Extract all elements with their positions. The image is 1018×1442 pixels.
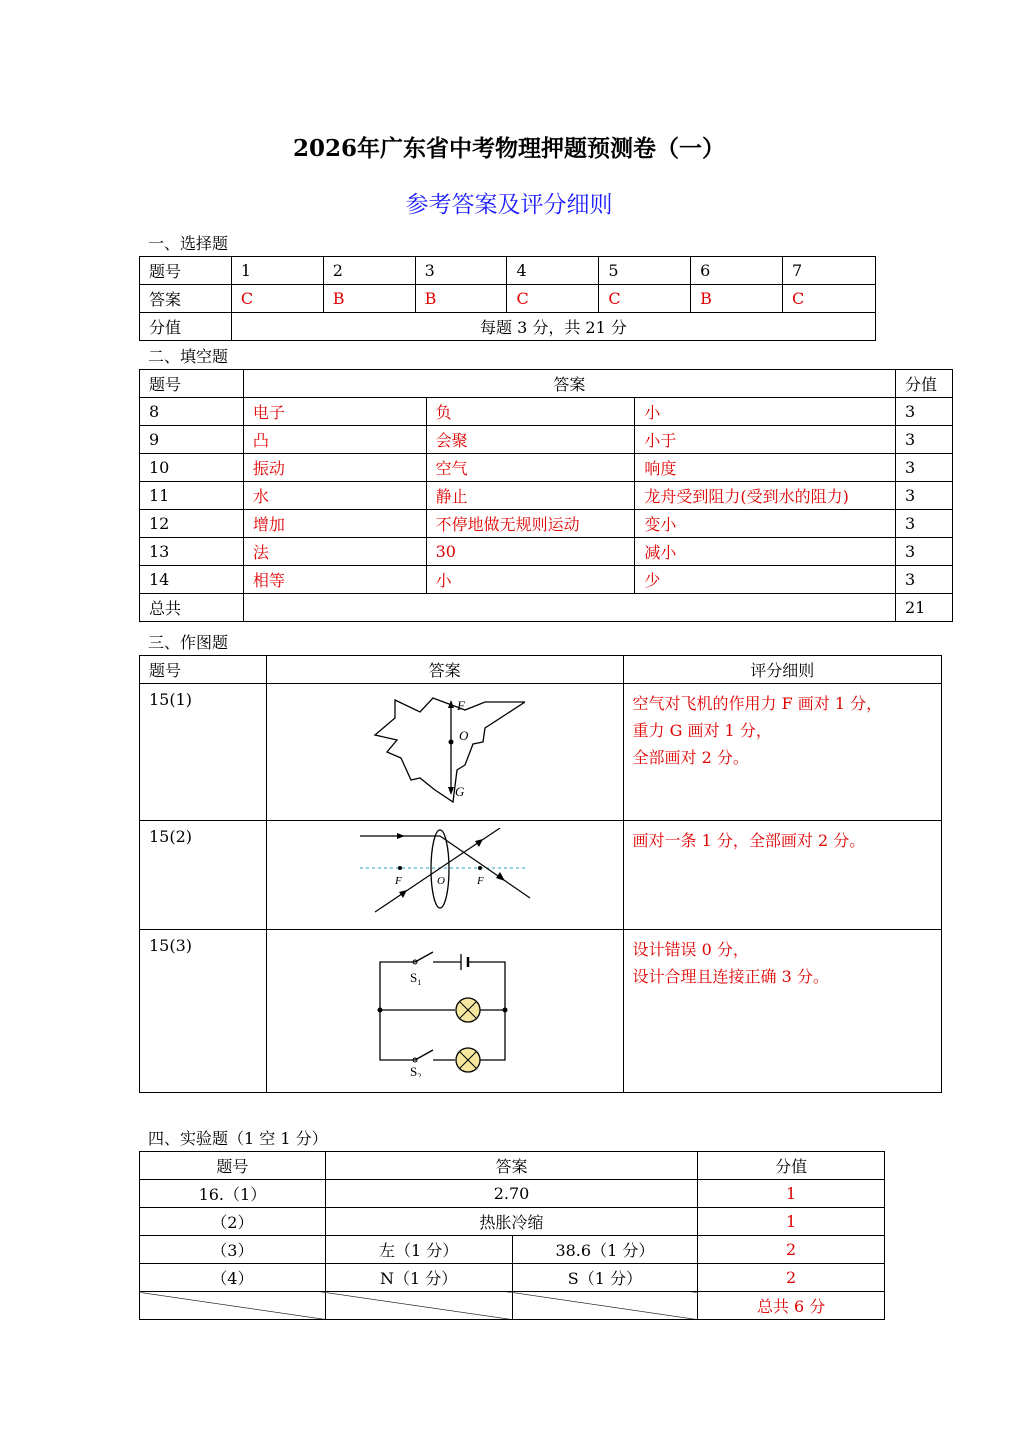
row-label: 分值 [140, 313, 232, 341]
detail-line: 全部画对 2 分。 [632, 748, 749, 767]
section-heading-fill: 二、填空题 [148, 347, 229, 366]
answer-cell: 会聚 [426, 426, 635, 454]
score-cell: 3 [895, 426, 952, 454]
switch-s2 [415, 1050, 433, 1060]
header-cell: 题号 [140, 370, 244, 398]
total-score: 总共 6 分 [698, 1292, 885, 1320]
answer-cell: 热胀冷缩 [325, 1208, 698, 1236]
question-number: 7 [783, 257, 876, 285]
row-label: 答案 [140, 285, 232, 313]
question-number: 3 [415, 257, 507, 285]
score-cell: 3 [895, 510, 952, 538]
arrow-head-icon [496, 872, 505, 881]
answer-cell: 变小 [635, 510, 896, 538]
header-cell: 分值 [698, 1152, 885, 1180]
header-cell: 评分细则 [623, 656, 941, 684]
answer-cell: 空气 [426, 454, 635, 482]
table-row [140, 370, 953, 398]
wire [480, 1010, 505, 1060]
answer-cell: 响度 [635, 454, 896, 482]
label-o: O [436, 875, 445, 887]
lens-ray-diagram [355, 828, 535, 918]
page-title: 2026年广东省中考物理押题预测卷（一） [292, 135, 725, 162]
question-number: 11 [140, 482, 244, 510]
diagonal-cell [512, 1292, 698, 1320]
arrow-head-icon [399, 890, 407, 898]
airplane-outline [375, 698, 525, 802]
answer-cell: B [415, 285, 507, 313]
label-s2: $S_2$ [409, 1063, 421, 1077]
answer-cell: 凸 [243, 426, 426, 454]
score-cell: 3 [895, 538, 952, 566]
fill-table [139, 369, 953, 622]
label-o: O [458, 728, 469, 743]
table-row [140, 510, 953, 538]
table-row [140, 684, 942, 821]
center-point [448, 740, 453, 745]
header-cell: 题号 [140, 656, 267, 684]
table-row [140, 1208, 885, 1236]
table-row [140, 821, 942, 930]
score-cell: 1 [698, 1180, 885, 1208]
answer-cell: 静止 [426, 482, 635, 510]
label-s1: $S_1$ [409, 969, 421, 987]
answer-cell: 法 [243, 538, 426, 566]
detail-line: 重力 G 画对 1 分， [632, 721, 772, 740]
table-row [140, 426, 953, 454]
answer-cell: 2.70 [325, 1180, 698, 1208]
detail-line: 空气对飞机的作用力 F 画对 1 分， [632, 694, 883, 713]
label-f-left: F [394, 875, 402, 887]
answer-cell: 电子 [243, 398, 426, 426]
arrow-head-icon [448, 787, 454, 795]
question-number: 2 [323, 257, 415, 285]
header-cell: 答案 [325, 1152, 698, 1180]
airplane-force-diagram [365, 690, 525, 810]
score-cell: 3 [895, 454, 952, 482]
question-number: （4） [140, 1264, 326, 1292]
answer-cell: 负 [426, 398, 635, 426]
header-cell: 答案 [243, 370, 895, 398]
experiment-table [139, 1151, 885, 1320]
label-g: G [454, 784, 465, 799]
question-number: 16.（1） [140, 1180, 326, 1208]
table-row [140, 594, 953, 622]
table-row [140, 566, 953, 594]
answer-cell: 38.6（1 分） [512, 1236, 698, 1264]
answer-cell: 30 [426, 538, 635, 566]
score-note: 每题 3 分，共 21 分 [231, 313, 875, 341]
table-row [140, 1180, 885, 1208]
table-row [140, 1152, 885, 1180]
diagonal-cell [325, 1292, 512, 1320]
total-value: 21 [895, 594, 952, 622]
arrow-head-icon [475, 839, 483, 847]
header-cell: 题号 [140, 1152, 326, 1180]
table-row [140, 482, 953, 510]
score-cell: 2 [698, 1236, 885, 1264]
answer-cell: C [231, 285, 323, 313]
answer-figure-cell [266, 821, 623, 930]
detail-line: 设计合理且连接正确 3 分。 [632, 967, 829, 986]
question-number: 15(1) [140, 684, 267, 821]
answer-cell: S（1 分） [512, 1264, 698, 1292]
answer-figure-cell [266, 684, 623, 821]
circuit-diagram [375, 942, 515, 1077]
question-number: 13 [140, 538, 244, 566]
answer-cell: 相等 [243, 566, 426, 594]
table-row [140, 538, 953, 566]
answer-cell: C [507, 285, 599, 313]
question-number: 14 [140, 566, 244, 594]
table-row [140, 1236, 885, 1264]
answer-cell: C [783, 285, 876, 313]
empty-cell [243, 594, 895, 622]
section-heading-experiment: 四、实验题（1 空 1 分） [148, 1129, 328, 1148]
section-heading-drawing: 三、作图题 [148, 633, 229, 652]
focus-point-right [478, 866, 482, 870]
drawing-table [139, 655, 942, 1093]
score-detail [623, 821, 941, 930]
question-number: 6 [691, 257, 783, 285]
answer-cell: 龙舟受到阻力(受到水的阻力) [635, 482, 896, 510]
answer-cell: 减小 [635, 538, 896, 566]
question-number: （3） [140, 1236, 326, 1264]
answer-cell: 小于 [635, 426, 896, 454]
question-number: 10 [140, 454, 244, 482]
answer-cell: 少 [635, 566, 896, 594]
table-row [140, 930, 942, 1093]
score-cell: 3 [895, 398, 952, 426]
table-row [140, 1292, 885, 1320]
detail-line: 设计错误 0 分， [632, 940, 749, 959]
answer-cell: B [691, 285, 783, 313]
answer-figure-cell [266, 930, 623, 1093]
total-label: 总共 [140, 594, 244, 622]
row-label: 题号 [140, 257, 232, 285]
answer-cell: 水 [243, 482, 426, 510]
score-cell: 2 [698, 1264, 885, 1292]
table-row [140, 285, 876, 313]
table-row [140, 656, 942, 684]
answer-cell: C [599, 285, 691, 313]
label-f: F [456, 698, 465, 713]
page-subtitle: 参考答案及评分细则 [405, 192, 613, 218]
answer-cell: 小 [635, 398, 896, 426]
answer-cell: 左（1 分） [325, 1236, 512, 1264]
table-row [140, 454, 953, 482]
table-row [140, 313, 876, 341]
score-detail [623, 684, 941, 821]
wire [380, 1010, 415, 1060]
question-number: 5 [599, 257, 691, 285]
answer-cell: 小 [426, 566, 635, 594]
answer-cell: N（1 分） [325, 1264, 512, 1292]
answer-cell: 增加 [243, 510, 426, 538]
score-cell: 3 [895, 482, 952, 510]
detail-line: 画对一条 1 分，全部画对 2 分。 [632, 831, 866, 850]
question-number: 8 [140, 398, 244, 426]
refracted-ray-1 [440, 836, 530, 898]
diagonal-cell [140, 1292, 326, 1320]
switch-s1 [415, 952, 433, 962]
answer-cell: 振动 [243, 454, 426, 482]
answer-cell: 不停地做无规则运动 [426, 510, 635, 538]
question-number: 4 [507, 257, 599, 285]
table-row [140, 1264, 885, 1292]
table-row [140, 257, 876, 285]
answer-cell: B [323, 285, 415, 313]
arrow-head-icon [397, 833, 405, 839]
score-cell: 3 [895, 566, 952, 594]
section-heading-choice: 一、选择题 [148, 234, 229, 253]
focus-point-left [398, 866, 402, 870]
header-cell: 分值 [895, 370, 952, 398]
score-detail [623, 930, 941, 1093]
label-f-right: F [476, 875, 484, 887]
question-number: 1 [231, 257, 323, 285]
choice-table [139, 256, 876, 341]
question-number: （2） [140, 1208, 326, 1236]
header-cell: 答案 [266, 656, 623, 684]
question-number: 12 [140, 510, 244, 538]
question-number: 9 [140, 426, 244, 454]
question-number: 15(2) [140, 821, 267, 930]
table-row [140, 398, 953, 426]
question-number: 15(3) [140, 930, 267, 1093]
score-cell: 1 [698, 1208, 885, 1236]
